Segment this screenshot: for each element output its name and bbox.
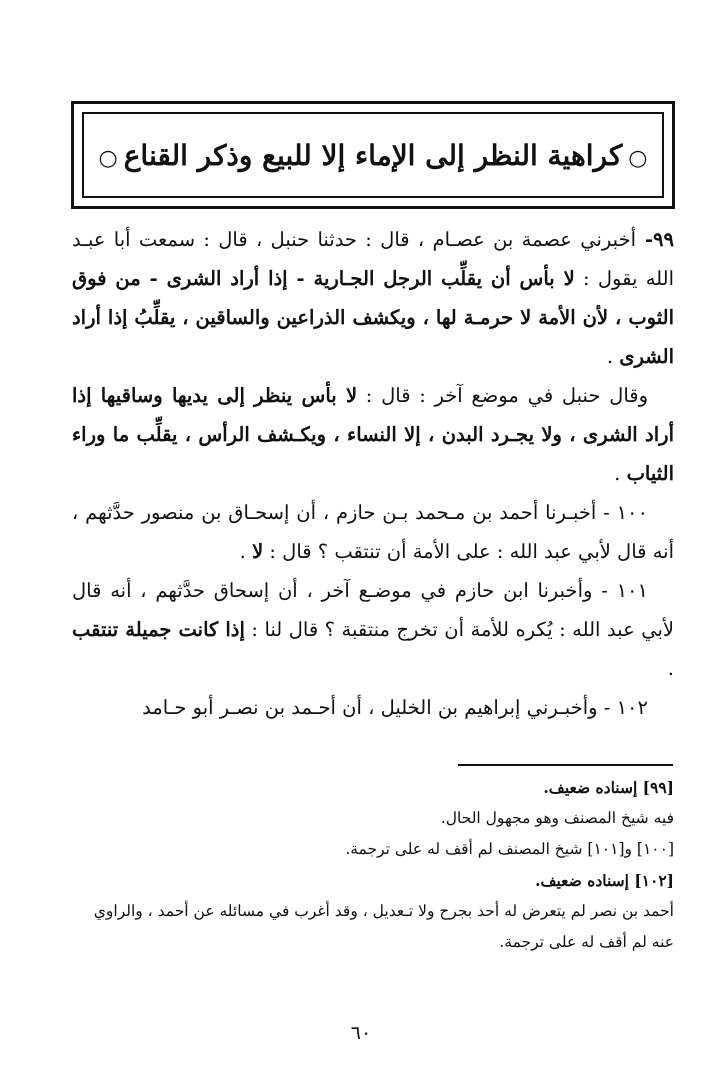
- text-span: ٩٩-: [636, 228, 674, 251]
- text-span: .: [614, 462, 627, 485]
- footnote-99-note: فيه شيخ المصنف وهو مجهول الحال.: [440, 809, 674, 827]
- footnote-100-101-note: [١٠٠] و[١٠١] شيخ المصنف لم أقف له على ترجمة.: [345, 840, 674, 858]
- footnote-divider: [458, 764, 673, 766]
- page-number: ٦٠: [350, 1022, 372, 1044]
- ornament-circle-icon: ○: [98, 145, 118, 171]
- text-span: أخبرني عصمة بن عصـام ، قال : حدثنا حنبل ، قال : سمعت أبا عبـد الله يقول :: [72, 228, 674, 290]
- paragraph-100: [72, 493, 674, 571]
- footnote-99-heading: [٩٩] إسناده ضعيف.: [543, 778, 674, 797]
- text-span: .: [239, 540, 253, 563]
- chapter-title: [93, 139, 654, 172]
- paragraph-101: [72, 571, 674, 688]
- footnote-102-note: أحمد بن نصر لم يتعرض له أحد بجرح ولا تـعديل ، وقد أغرب في مسائله عن أحمد ، والراوي عنه لم أقف له على ترجمة.: [93, 902, 674, 951]
- ornament-circle-icon: ○: [628, 145, 648, 171]
- text-span: لا بأس أن يقلِّب الرجل الجـارية - إذا أراد الشرى - من فوق الثوب ، لأن الأمة لا حرمـة لها ، ويكشف الذراعين والساقين ، يقلِّبُ إذا أراد الشرى: [72, 267, 674, 368]
- text-span: ١٠٠ - أخبـرنا أحمد بن مـحمد بـن حازم ، أن إسحـاق بن منصور حدَّثهم ، أنه قال لأبي عبد الله : على الأمة أن تنتقب ؟ قال :: [72, 501, 674, 563]
- paragraph-99-hanbal: [72, 376, 674, 493]
- text-span: .: [667, 657, 674, 680]
- main-text: [72, 220, 674, 727]
- chapter-title-frame: [71, 101, 675, 209]
- paragraph-99: [72, 220, 674, 376]
- footnote-102-heading: [١٠٢] إسناده ضعيف.: [535, 871, 674, 890]
- text-span: .: [606, 345, 620, 368]
- footnotes: [72, 772, 674, 958]
- text-span: ١٠١ - وأخبرنا ابن حازم في موضـع آخر ، أن إسحاق حدَّثهم ، أنه قال لأبي عبد الله : يُكره للأمة أن تخرج منتقبة ؟ قال لنا :: [72, 579, 674, 641]
- chapter-title-inner-frame: [82, 112, 664, 198]
- chapter-title-text: كراهية النظر إلى الإماء إلا للبيع وذكر القناع: [123, 138, 623, 172]
- text-span: وقال حنبل في موضع آخر : قال :: [357, 384, 649, 407]
- text-span: لا: [252, 540, 264, 563]
- text-span: إذا كانت جميلة تنتقب: [72, 618, 245, 641]
- paragraph-102: [72, 688, 674, 727]
- text-span: لا بأس ينظر إلى يديها وساقيها إذا أراد الشرى ، ولا يجـرد البدن ، إلا النساء ، ويكـشف الرأس ، يقلِّب ما وراء الثياب: [72, 384, 674, 485]
- text-span: ١٠٢ - وأخبـرني إبراهيم بن الخليل ، أن أحـمد بن نصـر أبو حـامد: [142, 696, 648, 719]
